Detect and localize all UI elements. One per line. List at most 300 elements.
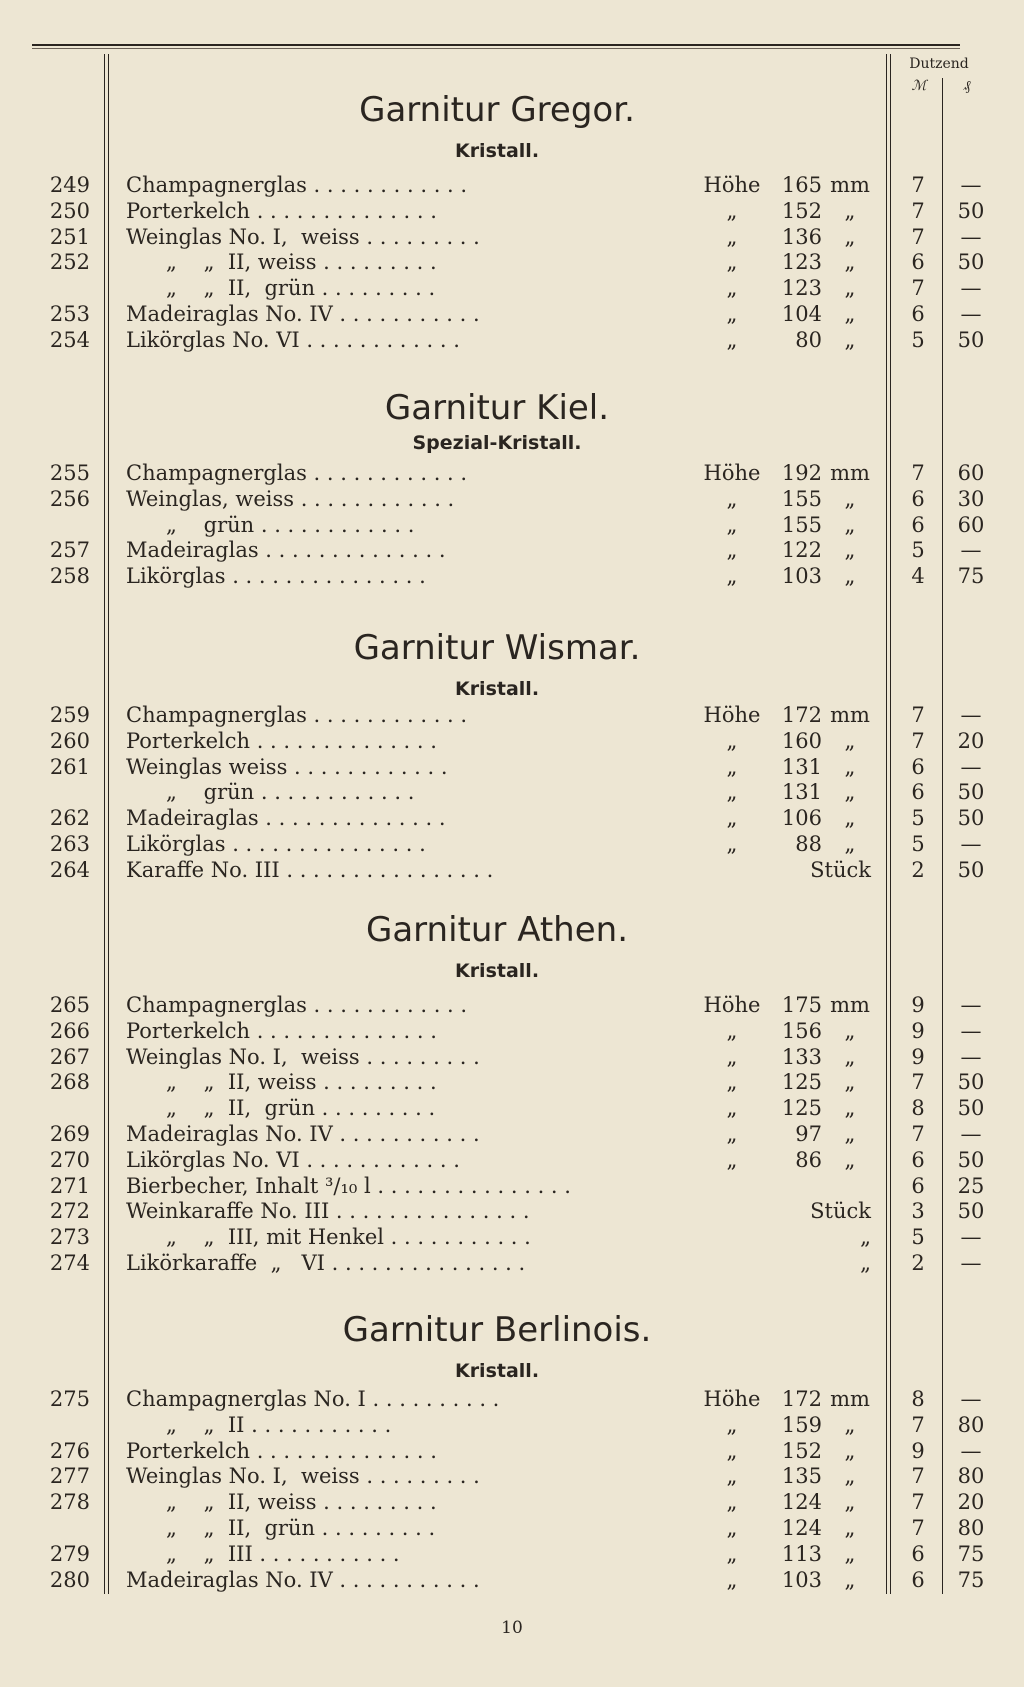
item-name: Weinglas, weiss . . . . . . . . . . . .	[126, 486, 455, 511]
price-pfennig: —	[960, 302, 982, 326]
height-label: „	[726, 512, 738, 537]
table-row	[0, 249, 1024, 275]
height-unit: „	[844, 1541, 856, 1566]
item-number: 272	[49, 1199, 90, 1224]
item-number: 275	[49, 1387, 90, 1411]
price-mark: 6	[911, 780, 925, 805]
table-row	[0, 1541, 1024, 1567]
section-title: Garnitur Kiel.	[384, 388, 610, 428]
item-name: Likörkaraffe „ VI . . . . . . . . . . . . . . .	[126, 1251, 526, 1275]
section-subtitle: Kristall.	[454, 960, 540, 982]
height-value: 123	[781, 250, 822, 275]
item-number: 277	[49, 1464, 90, 1489]
height-unit: mm	[830, 1387, 870, 1411]
height-unit: „	[844, 564, 856, 589]
height-label: „	[726, 728, 738, 753]
item-name: Bierbecher, Inhalt ³/₁₀ l . . . . . . . . . . . . . . .	[126, 1173, 571, 1198]
table-row	[0, 1095, 1024, 1121]
price-pfennig: 20	[957, 728, 985, 753]
item-name: Likörglas No. VI . . . . . . . . . . . .	[126, 1147, 460, 1172]
item-height	[696, 754, 882, 780]
height-unit: „	[844, 486, 856, 511]
height-value: 122	[781, 538, 822, 563]
item-height	[696, 1386, 882, 1412]
section-subtitle: Kristall.	[454, 1360, 540, 1382]
item-number: 274	[49, 1251, 90, 1275]
price-pfennig: —	[960, 1122, 982, 1146]
table-row	[0, 1412, 1024, 1438]
item-number: 270	[49, 1147, 90, 1172]
price-mark: 7	[911, 1070, 925, 1095]
height-unit: „	[844, 1122, 856, 1146]
height-label: „	[726, 1464, 738, 1489]
price-pfennig: 25	[957, 1173, 985, 1198]
item-name: Madeiraglas No. IV . . . . . . . . . . .	[126, 1567, 480, 1592]
item-height	[696, 301, 882, 327]
price-pfennig: 80	[957, 1412, 985, 1437]
height-unit: „	[844, 1438, 856, 1463]
item-height	[696, 537, 882, 563]
height-unit: „	[844, 1516, 856, 1540]
item-height	[696, 563, 882, 589]
table-row	[0, 1489, 1024, 1515]
item-name: Likörglas . . . . . . . . . . . . . . .	[126, 832, 426, 856]
top-rule-thin	[32, 48, 960, 49]
table-row	[0, 805, 1024, 831]
item-name: „ „ II . . . . . . . . . . .	[126, 1412, 392, 1437]
item-height	[696, 1069, 882, 1095]
price-pfennig: —	[960, 832, 982, 856]
height-unit: „	[844, 1044, 856, 1069]
item-name: „ grün . . . . . . . . . . . .	[126, 780, 415, 805]
item-height	[696, 249, 882, 275]
item-height	[696, 275, 882, 301]
price-pfennig: —	[960, 173, 982, 197]
height-value: 152	[781, 1438, 822, 1463]
table-row	[0, 1198, 1024, 1224]
price-mark: 5	[911, 806, 925, 831]
height-unit: „	[844, 1070, 856, 1095]
item-height	[696, 198, 882, 224]
price-pfennig: —	[960, 1251, 982, 1275]
height-value: 113	[781, 1541, 822, 1566]
height-label: „	[726, 564, 738, 589]
table-row	[0, 1438, 1024, 1464]
price-pfennig: 60	[957, 512, 985, 537]
item-name: „ „ III, mit Henkel . . . . . . . . . . .	[126, 1225, 531, 1250]
item-name: „ „ III . . . . . . . . . . .	[126, 1541, 400, 1566]
price-mark: 7	[911, 224, 925, 249]
price-mark: 5	[911, 538, 925, 563]
item-height	[696, 779, 882, 805]
height-unit: „	[844, 512, 856, 537]
height-label: Höhe	[703, 1387, 761, 1411]
height-label: „	[726, 486, 738, 511]
item-name: Porterkelch . . . . . . . . . . . . . .	[126, 728, 437, 753]
table-row	[0, 1044, 1024, 1070]
height-value: 103	[781, 564, 822, 589]
item-name: Weinglas weiss . . . . . . . . . . . .	[126, 754, 448, 779]
item-name: Madeiraglas No. IV . . . . . . . . . . .	[126, 302, 480, 326]
table-row	[0, 172, 1024, 198]
height-unit: „	[844, 250, 856, 275]
item-number: 263	[49, 832, 90, 856]
item-height	[696, 1044, 882, 1070]
height-value: 104	[781, 302, 822, 326]
item-height	[696, 1412, 882, 1438]
item-number: 276	[49, 1438, 90, 1463]
height-value: 124	[781, 1516, 822, 1540]
height-unit: „	[844, 302, 856, 326]
height-unit: „	[844, 1147, 856, 1172]
table-row	[0, 1147, 1024, 1173]
table-row	[0, 1386, 1024, 1412]
height-label: Höhe	[703, 173, 761, 197]
item-height	[696, 1147, 882, 1173]
item-number: 262	[49, 806, 90, 831]
item-name: Champagnerglas . . . . . . . . . . . .	[126, 703, 468, 727]
height-unit: „	[844, 276, 856, 301]
price-mark: 7	[911, 461, 925, 485]
item-number: 253	[49, 302, 90, 326]
price-mark: 6	[911, 486, 925, 511]
item-height	[696, 728, 882, 754]
item-name: Weinglas No. I, weiss . . . . . . . . .	[126, 1044, 480, 1069]
height-label: „	[726, 224, 738, 249]
height-value: 123	[781, 276, 822, 301]
item-unit: „	[860, 1225, 871, 1250]
table-row	[0, 754, 1024, 780]
price-mark: 2	[911, 1251, 925, 1275]
pfennig-unit-header: ₰	[963, 78, 971, 94]
height-label: Höhe	[703, 993, 761, 1017]
table-row	[0, 537, 1024, 563]
height-value: 125	[781, 1070, 822, 1095]
height-unit: „	[844, 1412, 856, 1437]
mark-unit-header: ℳ	[911, 78, 927, 94]
price-mark: 9	[911, 1018, 925, 1043]
price-mark: 7	[911, 1516, 925, 1540]
item-height	[696, 327, 882, 353]
item-name: Likörglas No. VI . . . . . . . . . . . .	[126, 327, 460, 352]
height-value: 172	[781, 1387, 822, 1411]
height-label: „	[726, 806, 738, 831]
height-label: „	[726, 327, 738, 352]
item-number: 273	[49, 1225, 90, 1250]
height-value: 192	[781, 461, 822, 485]
height-unit: mm	[830, 993, 870, 1017]
table-row	[0, 1224, 1024, 1250]
price-pfennig: 20	[957, 1490, 985, 1515]
price-mark: 5	[911, 1225, 925, 1250]
height-value: 155	[781, 486, 822, 511]
item-name: Champagnerglas . . . . . . . . . . . .	[126, 993, 468, 1017]
height-label: „	[726, 1044, 738, 1069]
price-mark: 7	[911, 1464, 925, 1489]
item-number: 255	[49, 461, 90, 485]
item-height	[696, 1515, 882, 1541]
price-pfennig: 80	[957, 1464, 985, 1489]
height-label: „	[726, 1147, 738, 1172]
item-name: Porterkelch . . . . . . . . . . . . . .	[126, 198, 437, 223]
item-name: Weinglas No. I, weiss . . . . . . . . .	[126, 224, 480, 249]
item-number: 269	[49, 1122, 90, 1146]
price-pfennig: —	[960, 276, 982, 301]
height-unit: „	[844, 538, 856, 563]
height-value: 136	[781, 224, 822, 249]
item-height	[696, 172, 882, 198]
height-label: „	[726, 1516, 738, 1540]
height-value: 135	[781, 1464, 822, 1489]
height-unit: „	[844, 198, 856, 223]
table-row	[0, 224, 1024, 250]
item-number: 280	[49, 1567, 90, 1592]
height-value: 160	[781, 728, 822, 753]
price-pfennig: —	[960, 538, 982, 563]
item-height	[696, 805, 882, 831]
item-height	[696, 512, 882, 538]
height-unit: „	[844, 1096, 856, 1121]
item-unit: „	[860, 1251, 871, 1275]
table-row	[0, 992, 1024, 1018]
height-label: „	[726, 1096, 738, 1121]
height-value: 159	[781, 1412, 822, 1437]
height-unit: „	[844, 754, 856, 779]
table-row	[0, 1173, 1024, 1199]
height-unit: mm	[830, 461, 870, 485]
item-height	[696, 992, 882, 1018]
item-name: Porterkelch . . . . . . . . . . . . . .	[126, 1438, 437, 1463]
height-label: „	[726, 1438, 738, 1463]
table-row	[0, 1463, 1024, 1489]
price-pfennig: —	[960, 1044, 982, 1069]
item-name: „ „ II, grün . . . . . . . . .	[126, 276, 436, 301]
item-name: Likörglas . . . . . . . . . . . . . . .	[126, 564, 426, 589]
table-row	[0, 728, 1024, 754]
price-pfennig: 75	[957, 564, 985, 589]
height-label: „	[726, 1490, 738, 1515]
price-pfennig: 50	[957, 198, 985, 223]
price-pfennig: 50	[957, 250, 985, 275]
price-mark: 8	[911, 1096, 925, 1121]
price-mark: 7	[911, 1490, 925, 1515]
height-value: 97	[795, 1122, 822, 1146]
price-mark: 7	[911, 198, 925, 223]
table-row	[0, 486, 1024, 512]
item-number: 260	[49, 728, 90, 753]
price-pfennig: 50	[957, 1199, 985, 1224]
height-value: 175	[781, 993, 822, 1017]
price-mark: 3	[911, 1199, 925, 1224]
price-mark: 4	[911, 564, 925, 589]
price-pfennig: 60	[957, 461, 985, 485]
item-name: „ „ II, weiss . . . . . . . . .	[126, 1490, 437, 1515]
item-height	[696, 702, 882, 728]
table-row	[0, 1567, 1024, 1593]
item-name: Madeiraglas . . . . . . . . . . . . . .	[126, 538, 446, 563]
height-label: „	[726, 1412, 738, 1437]
item-name: Weinkaraffe No. III . . . . . . . . . . . . . . .	[126, 1199, 530, 1224]
table-row	[0, 198, 1024, 224]
section-title: Garnitur Gregor.	[359, 90, 635, 130]
price-mark: 9	[911, 993, 925, 1017]
item-number: 266	[49, 1018, 90, 1043]
item-height	[696, 460, 882, 486]
table-row	[0, 301, 1024, 327]
price-pfennig: 50	[957, 806, 985, 831]
item-number: 271	[49, 1173, 90, 1198]
price-mark: 6	[911, 1173, 925, 1198]
height-value: 124	[781, 1490, 822, 1515]
height-value: 80	[795, 327, 822, 352]
section-subtitle: Kristall.	[454, 140, 540, 162]
item-number: 279	[49, 1541, 90, 1566]
top-rule	[32, 44, 960, 46]
price-mark: 6	[911, 512, 925, 537]
height-unit: „	[844, 1490, 856, 1515]
height-value: 155	[781, 512, 822, 537]
height-label: „	[726, 1541, 738, 1566]
item-number: 252	[49, 250, 90, 275]
table-row	[0, 460, 1024, 486]
height-value: 152	[781, 198, 822, 223]
item-name: „ „ II, weiss . . . . . . . . .	[126, 250, 437, 275]
height-value: 165	[781, 173, 822, 197]
item-height	[696, 1095, 882, 1121]
item-number: 261	[49, 754, 90, 779]
item-name: Karaffe No. III . . . . . . . . . . . . . . . .	[126, 857, 494, 882]
price-pfennig: 30	[957, 486, 985, 511]
price-mark: 7	[911, 703, 925, 727]
price-mark: 8	[911, 1387, 925, 1411]
item-unit: Stück	[810, 857, 871, 882]
item-number: 254	[49, 327, 90, 352]
price-pfennig: 80	[957, 1516, 985, 1540]
height-label: „	[726, 754, 738, 779]
page-number: 10	[501, 1618, 523, 1638]
price-pfennig: —	[960, 754, 982, 779]
price-pfennig: 50	[957, 857, 985, 882]
height-label: Höhe	[703, 703, 761, 727]
item-height	[696, 1438, 882, 1464]
table-row	[0, 857, 1024, 883]
table-row	[0, 512, 1024, 538]
section-title: Garnitur Athen.	[365, 910, 629, 950]
price-pfennig: 75	[957, 1541, 985, 1566]
table-row	[0, 779, 1024, 805]
height-unit: „	[844, 832, 856, 856]
height-unit: „	[844, 327, 856, 352]
item-number: 256	[49, 486, 90, 511]
price-pfennig: 50	[957, 1096, 985, 1121]
item-number: 251	[49, 224, 90, 249]
item-number: 249	[49, 173, 90, 197]
height-label: „	[726, 832, 738, 856]
item-name: Madeiraglas No. IV . . . . . . . . . . .	[126, 1122, 480, 1146]
price-mark: 6	[911, 1567, 925, 1592]
height-unit: „	[844, 806, 856, 831]
height-label: „	[726, 1018, 738, 1043]
dutzend-header: Dutzend	[909, 56, 969, 72]
height-label: „	[726, 1567, 738, 1592]
item-name: „ „ II, weiss . . . . . . . . .	[126, 1070, 437, 1095]
item-height	[696, 1121, 882, 1147]
item-name: „ „ II, grün . . . . . . . . .	[126, 1096, 436, 1121]
price-mark: 7	[911, 173, 925, 197]
section-subtitle: Spezial-Kristall.	[412, 432, 582, 454]
height-label: Höhe	[703, 461, 761, 485]
table-row	[0, 1121, 1024, 1147]
height-value: 125	[781, 1096, 822, 1121]
height-value: 172	[781, 703, 822, 727]
table-row	[0, 327, 1024, 353]
item-height	[696, 1463, 882, 1489]
price-mark: 6	[911, 1147, 925, 1172]
section-title: Garnitur Wismar.	[353, 628, 641, 668]
item-name: Champagnerglas No. I . . . . . . . . . .	[126, 1387, 500, 1411]
price-mark: 7	[911, 728, 925, 753]
price-mark: 9	[911, 1044, 925, 1069]
item-name: Weinglas No. I, weiss . . . . . . . . .	[126, 1464, 480, 1489]
price-pfennig: —	[960, 1225, 982, 1250]
height-label: „	[726, 302, 738, 326]
price-pfennig: 50	[957, 1147, 985, 1172]
height-label: „	[726, 250, 738, 275]
price-mark: 6	[911, 754, 925, 779]
height-value: 133	[781, 1044, 822, 1069]
height-unit: mm	[830, 173, 870, 197]
item-name: „ grün . . . . . . . . . . . .	[126, 512, 415, 537]
height-value: 131	[781, 754, 822, 779]
item-number: 258	[49, 564, 90, 589]
height-unit: „	[844, 728, 856, 753]
height-unit: „	[844, 1567, 856, 1592]
price-mark: 5	[911, 832, 925, 856]
price-pfennig: —	[960, 224, 982, 249]
height-value: 156	[781, 1018, 822, 1043]
table-row	[0, 1515, 1024, 1541]
height-label: „	[726, 1122, 738, 1146]
height-unit: „	[844, 780, 856, 805]
price-mark: 6	[911, 250, 925, 275]
price-pfennig: —	[960, 1438, 982, 1463]
item-number: 264	[49, 857, 90, 882]
price-mark: 6	[911, 302, 925, 326]
price-pfennig: 50	[957, 780, 985, 805]
item-height	[696, 831, 882, 857]
price-mark: 2	[911, 857, 925, 882]
item-height	[696, 1567, 882, 1593]
price-pfennig: 50	[957, 1070, 985, 1095]
item-height	[696, 486, 882, 512]
height-unit: „	[844, 224, 856, 249]
item-name: Madeiraglas . . . . . . . . . . . . . .	[126, 806, 446, 831]
item-number: 265	[49, 993, 90, 1017]
item-name: Porterkelch . . . . . . . . . . . . . .	[126, 1018, 437, 1043]
price-mark: 7	[911, 1412, 925, 1437]
item-number: 267	[49, 1044, 90, 1069]
item-number: 257	[49, 538, 90, 563]
height-label: „	[726, 538, 738, 563]
height-label: „	[726, 276, 738, 301]
price-mark: 7	[911, 276, 925, 301]
item-height	[696, 1541, 882, 1567]
height-unit: mm	[830, 703, 870, 727]
height-value: 88	[795, 832, 822, 856]
height-unit: „	[844, 1018, 856, 1043]
table-row	[0, 563, 1024, 589]
price-pfennig: 75	[957, 1567, 985, 1592]
